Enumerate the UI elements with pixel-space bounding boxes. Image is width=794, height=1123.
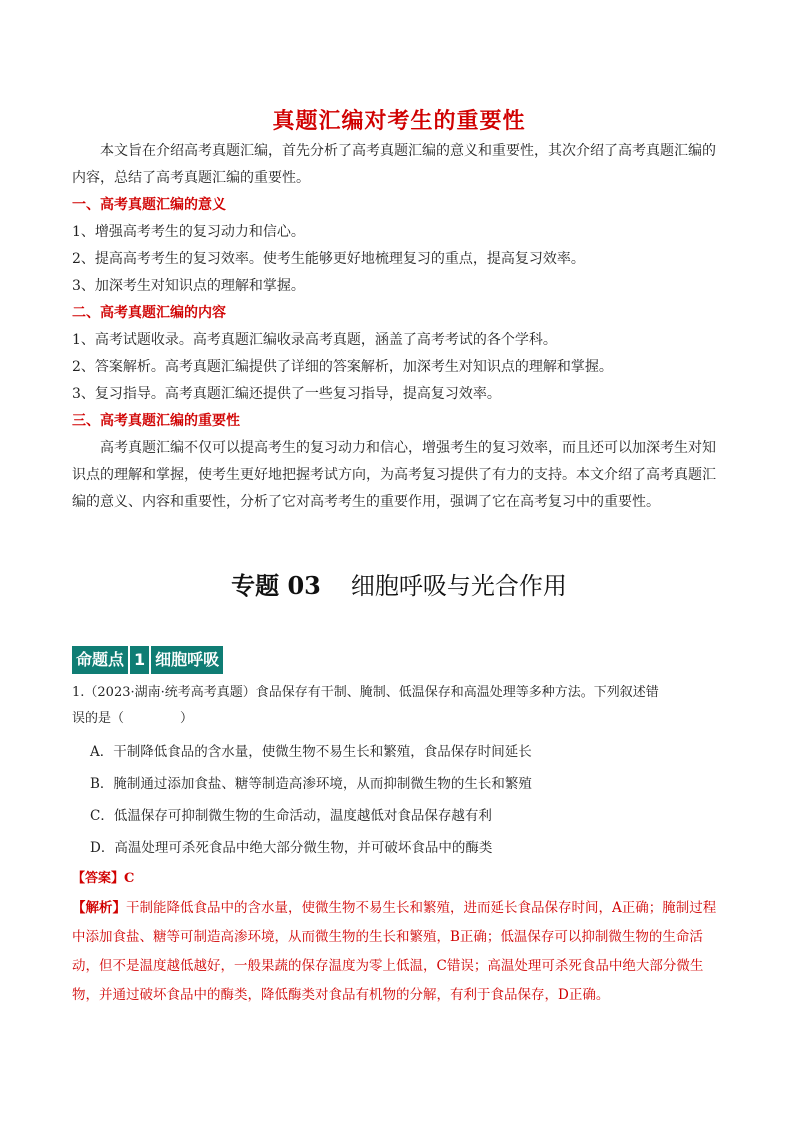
stem-suffix: ）: [180, 711, 194, 726]
option-c: C．低温保存可抑制微生物的生命活动，温度越低对食品保存越有利: [90, 808, 492, 824]
list-item: 2、提高高考考生的复习效率。使考生能够更好地梳理复习的重点，提高复习效率。: [72, 251, 585, 267]
conclusion-paragraph: 高考真题汇编不仅可以提高考生的复习动力和信心，增强考生的复习效率，而且还可以加深考生对知识点的理解和掌握，使考生更好地把握考试方向，为高考复习提供了有力的支持。本文介绍了高考真题汇编的意义、内容和重要性，分析了它对高考考生的重要作用，强调了它在高考复习中的重要性。: [72, 440, 716, 510]
option-a: A．干制降低食品的含水量，使微生物不易生长和繁殖，食品保存时间延长: [90, 744, 532, 760]
list-item: 3、复习指导。高考真题汇编还提供了一些复习指导，提高复习效率。: [72, 386, 501, 402]
topic-label: 专题 03: [231, 571, 321, 600]
list-item: 2、答案解析。高考真题汇编提供了详细的答案解析，加深考生对知识点的理解和掌握。: [72, 359, 613, 375]
analysis-text: 干制能降低食品中的含水量，使微生物不易生长和繁殖，进而延长食品保存时间，A正确；腌制过程中添加食盐、糖等可制造高渗环境，从而微生物的生长和繁殖，B正确；低温保存可以抑制微生物的生命活动，但不是温度越低越好，一般果蔬的保存温度为零上低温，C错误；高温处理可杀死食品中绝大部分微生物，并通过破坏食品中的酶类，降低酶类对食品有机物的分解，有利于食品保存，D正确。: [72, 900, 717, 1003]
analysis-label: 【解析】: [72, 900, 126, 916]
list-item: 1、增强高考考生的复习动力和信心。: [72, 224, 305, 240]
intro-section: [72, 138, 726, 516]
point-number: 1: [130, 646, 149, 674]
section3-heading: 三、高考真题汇编的重要性: [72, 413, 240, 429]
option-b: B．腌制通过添加食盐、糖等制造高渗环境，从而抑制微生物的生长和繁殖: [90, 776, 532, 792]
answer-line: [72, 864, 726, 894]
intro-paragraph: 本文旨在介绍高考真题汇编，首先分析了高考真题汇编的意义和重要性，其次介绍了高考真题汇编的内容，总结了高考真题汇编的重要性。: [72, 143, 716, 186]
section2-heading: 二、高考真题汇编的内容: [72, 305, 226, 321]
point-header: [72, 646, 223, 674]
list-item: 3、加深考生对知识点的理解和掌握。: [72, 278, 305, 294]
stem-prefix: 误的是（: [72, 711, 125, 726]
question-block: [72, 680, 726, 1010]
topic-name: 细胞呼吸与光合作用: [350, 572, 567, 600]
point-name: 细胞呼吸: [151, 646, 223, 674]
point-label: 命题点: [72, 646, 128, 674]
analysis-paragraph: [72, 894, 726, 1010]
option-d: D．高温处理可杀死食品中绝大部分微生物，并可破坏食品中的酶类: [90, 840, 493, 856]
topic-title: [72, 566, 726, 601]
section1-heading: 一、高考真题汇编的意义: [72, 197, 226, 213]
answer-label: 【答案】: [72, 871, 125, 886]
answer-value: C: [124, 871, 135, 886]
list-item: 1、高考试题收录。高考真题汇编收录高考真题，涵盖了高考考试的各个学科。: [72, 332, 557, 348]
question-stem-line2: [72, 706, 726, 732]
page-title: 真题汇编对考生的重要性: [272, 108, 526, 134]
question-stem: 1.（2023·湖南·统考高考真题）食品保存有干制、腌制、低温保存和高温处理等多种方法。下列叙述错: [72, 685, 659, 700]
